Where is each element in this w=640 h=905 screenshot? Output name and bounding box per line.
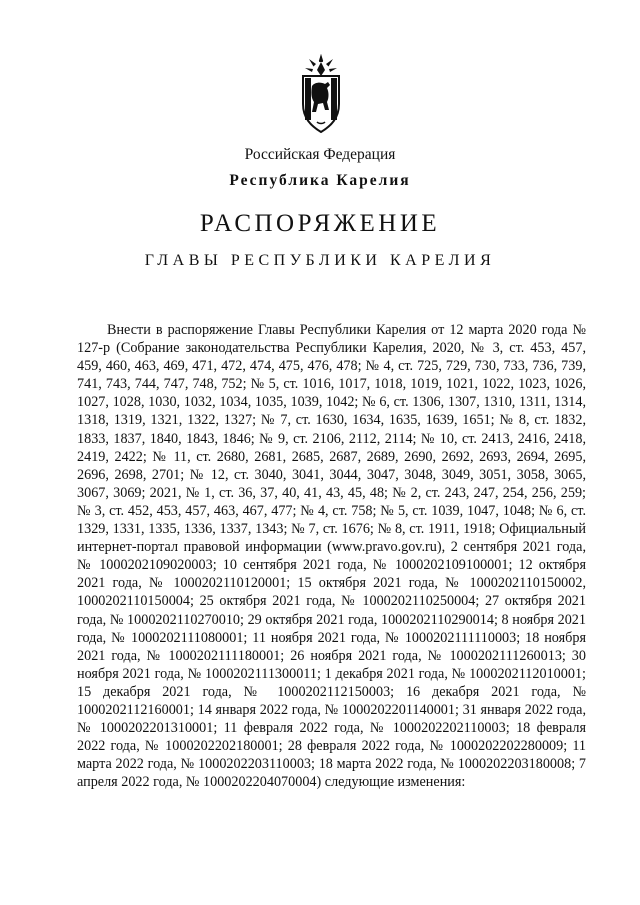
- document-title: РАСПОРЯЖЕНИЕ: [199, 210, 441, 237]
- karelia-coat-of-arms-icon: [299, 52, 343, 150]
- federation-heading: Российская Федерация: [244, 146, 396, 163]
- body-paragraph: Внести в распоряжение Главы Республики Карелия от 12 марта 2020 года № 127-р (Собрание законодательства Республики Карелия, 2020, № 3, ст. 453, 457, 459, 460, 463, 469, 471, 472, 474, 475, 476, 478; № 4, ст. 725, 729, 730, 733, 736, 739, 741, 743, 744, 747, 748, 752; № 5, ст. 1016, 1017, 1018, 1019, 1021, 1022, 1023, 1026, 1027, 1028, 1030, 1032, 1034, 1035, 1039, 1042; № 6, ст. 1306, 1307, 1310, 1311, 1314, 1318, 1319, 1321, 1322, 1327; № 7, ст. 1630, 1634, 1635, 1639, 1651; № 8, ст. 1832, 1833, 1837, 1840, 1843, 1846; № 9, ст. 2106, 2112, 2114; № 10, ст. 2413, 2416, 2418, 2419, 2422; № 11, ст. 2680, 2681, 2685, 2687, 2689, 2690, 2692, 2693, 2694, 2695, 2696, 2698, 2701; № 12, ст. 3040, 3041, 3044, 3047, 3048, 3049, 3051, 3058, 3065, 3067, 3069; 2021, № 1, ст. 36, 37, 40, 41, 43, 45, 48; № 2, ст. 243, 247, 254, 256, 259; № 3, ст. 452, 453, 457, 463, 467, 477; № 4, ст. 758; № 5, ст. 1039, 1047, 1048; № 6, ст. 1329, 1331, 1335, 1336, 1337, 1343; № 7, ст. 1676; № 8, ст. 1911, 1918; Официальный интернет-портал правовой информации (www.pravo.gov.ru), 2 сентября 2021 года, № 1000202109020003; 10 сентября 2021 года, № 1000202109100001; 12 октября 2021 года, № 1000202110120001; 15 октября 2021 года, № 1000202110150002, 1000202110150004; 25 октября 2021 года, № 1000202110250004; 27 октября 2021 года, № 1000202110270010; 29 октября 2021 года, 1000202110290014; 8 ноября 2021 года, № 1000202111080001; 11 ноября 2021 года, № 1000202111110003; 18 ноября 2021 года, № 1000202111180001; 26 ноября 2021 года, № 1000202111260013; 30 ноября 2021 года, № 1000202111300011; 1 декабря 2021 года, № 1000202112010001; 15 декабря 2021 года, № 1000202112150003; 16 декабря 2021 года, № 1000202112160001; 14 января 2022 года, № 1000202201140001; 31 января 2022 года, № 1000202201310001; 11 февраля 2022 года, № 1000202202110003; 18 февраля 2022 года, № 1000202202180001; 28 февраля 2022 года, № 1000202202280009; 11 марта 2022 года, № 1000202203110003; 18 марта 2022 года, № 1000202203180008; 7 апреля 2022 года, № 1000202204070004) следующие изменения:: [77, 322, 586, 791]
- document-subtitle: ГЛАВЫ РЕСПУБЛИКИ КАРЕЛИЯ: [144, 252, 496, 269]
- republic-heading: Республика Карелия: [229, 172, 411, 189]
